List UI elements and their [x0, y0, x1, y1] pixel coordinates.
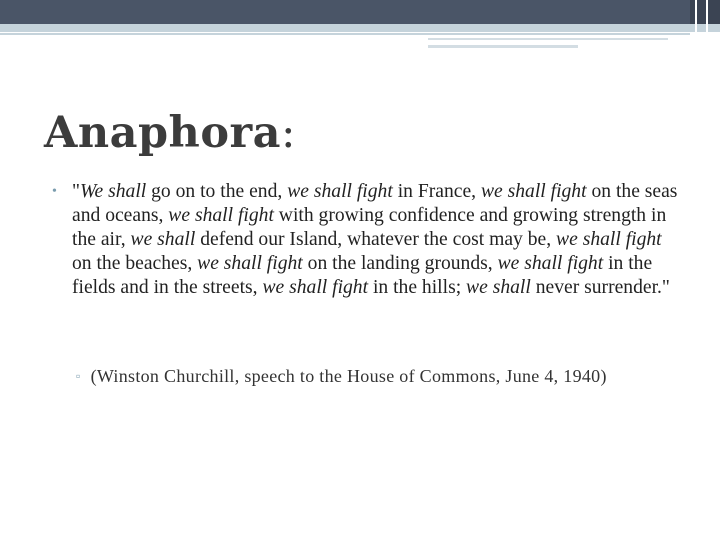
quote-segment: we shall fight	[287, 181, 393, 202]
quote-segment: we shall fight	[480, 181, 587, 202]
slide-title-text: Anaphora	[44, 108, 282, 158]
quote-segment: we shall fight	[168, 205, 274, 226]
quote-segment: in the fields and in the streets,	[72, 253, 653, 298]
header-rule-short	[428, 38, 668, 40]
quote-segment: We shall	[80, 181, 147, 202]
citation-text: (Winston Churchill, speech to the House of Commons, June 4, 1940)	[90, 366, 607, 386]
header-rule	[0, 33, 690, 35]
quote-segment: "	[72, 181, 80, 202]
quote-segment: we shall	[130, 229, 196, 250]
quote-segment: we shall fight	[262, 277, 369, 298]
quote-segment: we shall fight	[197, 253, 303, 274]
quote-segment: in the hills;	[368, 277, 467, 298]
quote-segment: with growing confidence and growing strength in the air,	[72, 205, 667, 250]
quote-segment: we shall fight	[556, 229, 662, 250]
header-bar	[0, 0, 720, 24]
quote-segment: on the landing grounds,	[302, 253, 498, 274]
quote-segment: on the beaches,	[72, 253, 198, 274]
square-bullet-icon: ▫	[76, 369, 81, 383]
bullet-icon: •	[52, 184, 57, 199]
slide-title-colon: :	[281, 108, 297, 158]
header-divider	[706, 0, 708, 48]
quote-segment: we shall fight	[497, 253, 604, 274]
quote-bullet	[52, 180, 682, 300]
quote-segment: on the seas and oceans,	[72, 181, 678, 226]
header-rule-shorter	[428, 45, 578, 48]
quote-segment: defend our Island, whatever the cost may be,	[195, 229, 557, 250]
slide-title	[44, 108, 296, 158]
header-band	[0, 24, 720, 32]
quote-segment: never surrender."	[530, 277, 670, 298]
quote-segment: we shall	[466, 277, 531, 298]
citation-bullet	[76, 366, 696, 387]
quote-text	[72, 180, 682, 300]
quote-segment: go on to the end,	[146, 181, 288, 202]
header-divider	[695, 0, 697, 48]
quote-segment: in France,	[392, 181, 481, 202]
